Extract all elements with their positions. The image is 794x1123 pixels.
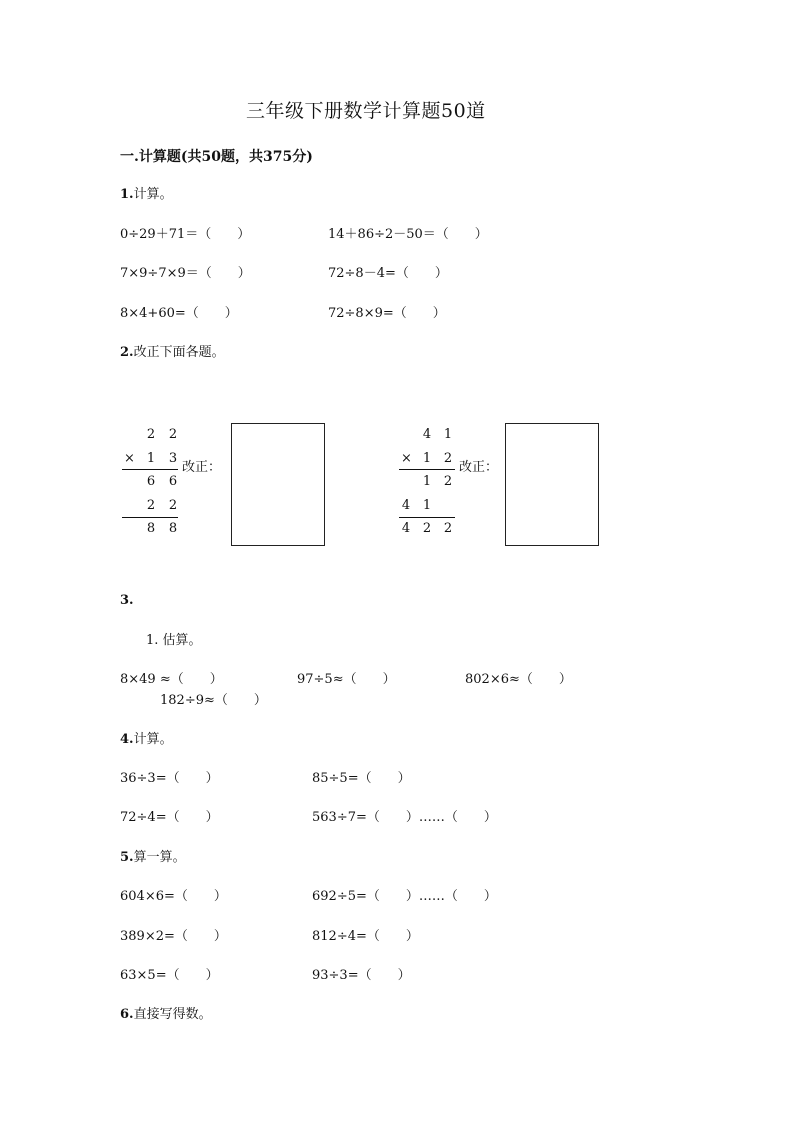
digit: 3 xyxy=(168,451,178,466)
digit: 2 xyxy=(168,427,178,442)
page-title: 三年级下册数学计算题50道 xyxy=(246,100,486,122)
q3-expression-3: 802×6≈（ ） xyxy=(465,672,572,687)
q3-expression-4: 182÷9≈（ ） xyxy=(160,693,267,708)
digit: 6 xyxy=(168,474,178,489)
question-5-heading xyxy=(120,851,186,864)
q3-sub-label: 1. 估算。 xyxy=(146,633,202,648)
digit: 2 xyxy=(443,521,453,536)
question-3-heading xyxy=(120,594,134,607)
q5-expression-5: 63×5=（ ） xyxy=(120,968,219,983)
question-label: 算一算。 xyxy=(133,850,186,865)
q5-expression-1: 604×6=（ ） xyxy=(120,889,227,904)
rule-line xyxy=(122,517,178,518)
digit: 1 xyxy=(422,474,432,489)
digit: 4 xyxy=(401,521,411,536)
q1-expression-3: 7×9÷7×9＝（ ） xyxy=(120,266,251,281)
q4-expression-2: 85÷5=（ ） xyxy=(312,771,411,786)
q1-expression-1: 0÷29＋71＝（ ） xyxy=(120,227,251,242)
q4-expression-3: 72÷4=（ ） xyxy=(120,810,219,825)
question-label: 计算。 xyxy=(133,187,173,202)
question-1-heading xyxy=(120,188,173,201)
correction-label-b: 改正： xyxy=(459,460,499,475)
multiply-sign: × xyxy=(124,451,135,466)
digit: 2 xyxy=(443,474,453,489)
correction-box-b[interactable] xyxy=(505,423,599,546)
digit: 1 xyxy=(146,451,156,466)
question-number: 2. xyxy=(120,345,134,360)
digit: 6 xyxy=(146,474,156,489)
question-2-heading xyxy=(120,346,225,359)
question-number: 4. xyxy=(120,732,134,747)
digit: 1 xyxy=(443,427,453,442)
question-4-heading xyxy=(120,733,173,746)
question-number: 1. xyxy=(120,187,134,202)
q5-expression-6: 93÷3=（ ） xyxy=(312,968,411,983)
rule-line xyxy=(399,469,455,470)
q1-expression-4: 72÷8－4=（ ） xyxy=(328,266,448,281)
section-heading: 一.计算题(共50题，共375分) xyxy=(120,149,313,165)
digit: 2 xyxy=(422,521,432,536)
question-number: 6. xyxy=(120,1007,134,1022)
vertical-multiplication-b xyxy=(397,424,492,549)
digit: 2 xyxy=(168,498,178,513)
question-label: 改正下面各题。 xyxy=(133,345,225,360)
digit: 4 xyxy=(422,427,432,442)
q1-expression-5: 8×4+60=（ ） xyxy=(120,306,238,321)
question-6-heading xyxy=(120,1008,212,1021)
q1-expression-6: 72÷8×9=（ ） xyxy=(328,306,446,321)
q5-expression-2: 692÷5=（ ）……（ ） xyxy=(312,889,497,904)
vertical-multiplication-a xyxy=(120,424,215,549)
digit: 2 xyxy=(146,427,156,442)
digit: 2 xyxy=(443,451,453,466)
q3-expression-1: 8×49 ≈（ ） xyxy=(120,672,223,687)
digit: 1 xyxy=(422,451,432,466)
digit: 8 xyxy=(168,521,178,536)
q1-expression-2: 14＋86÷2－50＝（ ） xyxy=(328,227,488,242)
digit: 4 xyxy=(401,498,411,513)
q4-expression-1: 36÷3=（ ） xyxy=(120,771,219,786)
question-label: 直接写得数。 xyxy=(133,1007,212,1022)
correction-label-a: 改正： xyxy=(182,460,222,475)
correction-box-a[interactable] xyxy=(231,423,325,546)
digit: 2 xyxy=(146,498,156,513)
q5-expression-4: 812÷4=（ ） xyxy=(312,929,419,944)
q4-expression-4: 563÷7=（ ）……（ ） xyxy=(312,810,497,825)
question-label: 计算。 xyxy=(133,732,173,747)
question-number: 3. xyxy=(120,593,134,608)
rule-line xyxy=(399,517,455,518)
digit: 1 xyxy=(422,498,432,513)
digit: 8 xyxy=(146,521,156,536)
rule-line xyxy=(122,469,178,470)
q3-expression-2: 97÷5≈（ ） xyxy=(297,672,396,687)
question-number: 5. xyxy=(120,850,134,865)
q5-expression-3: 389×2=（ ） xyxy=(120,929,227,944)
multiply-sign: × xyxy=(401,451,412,466)
